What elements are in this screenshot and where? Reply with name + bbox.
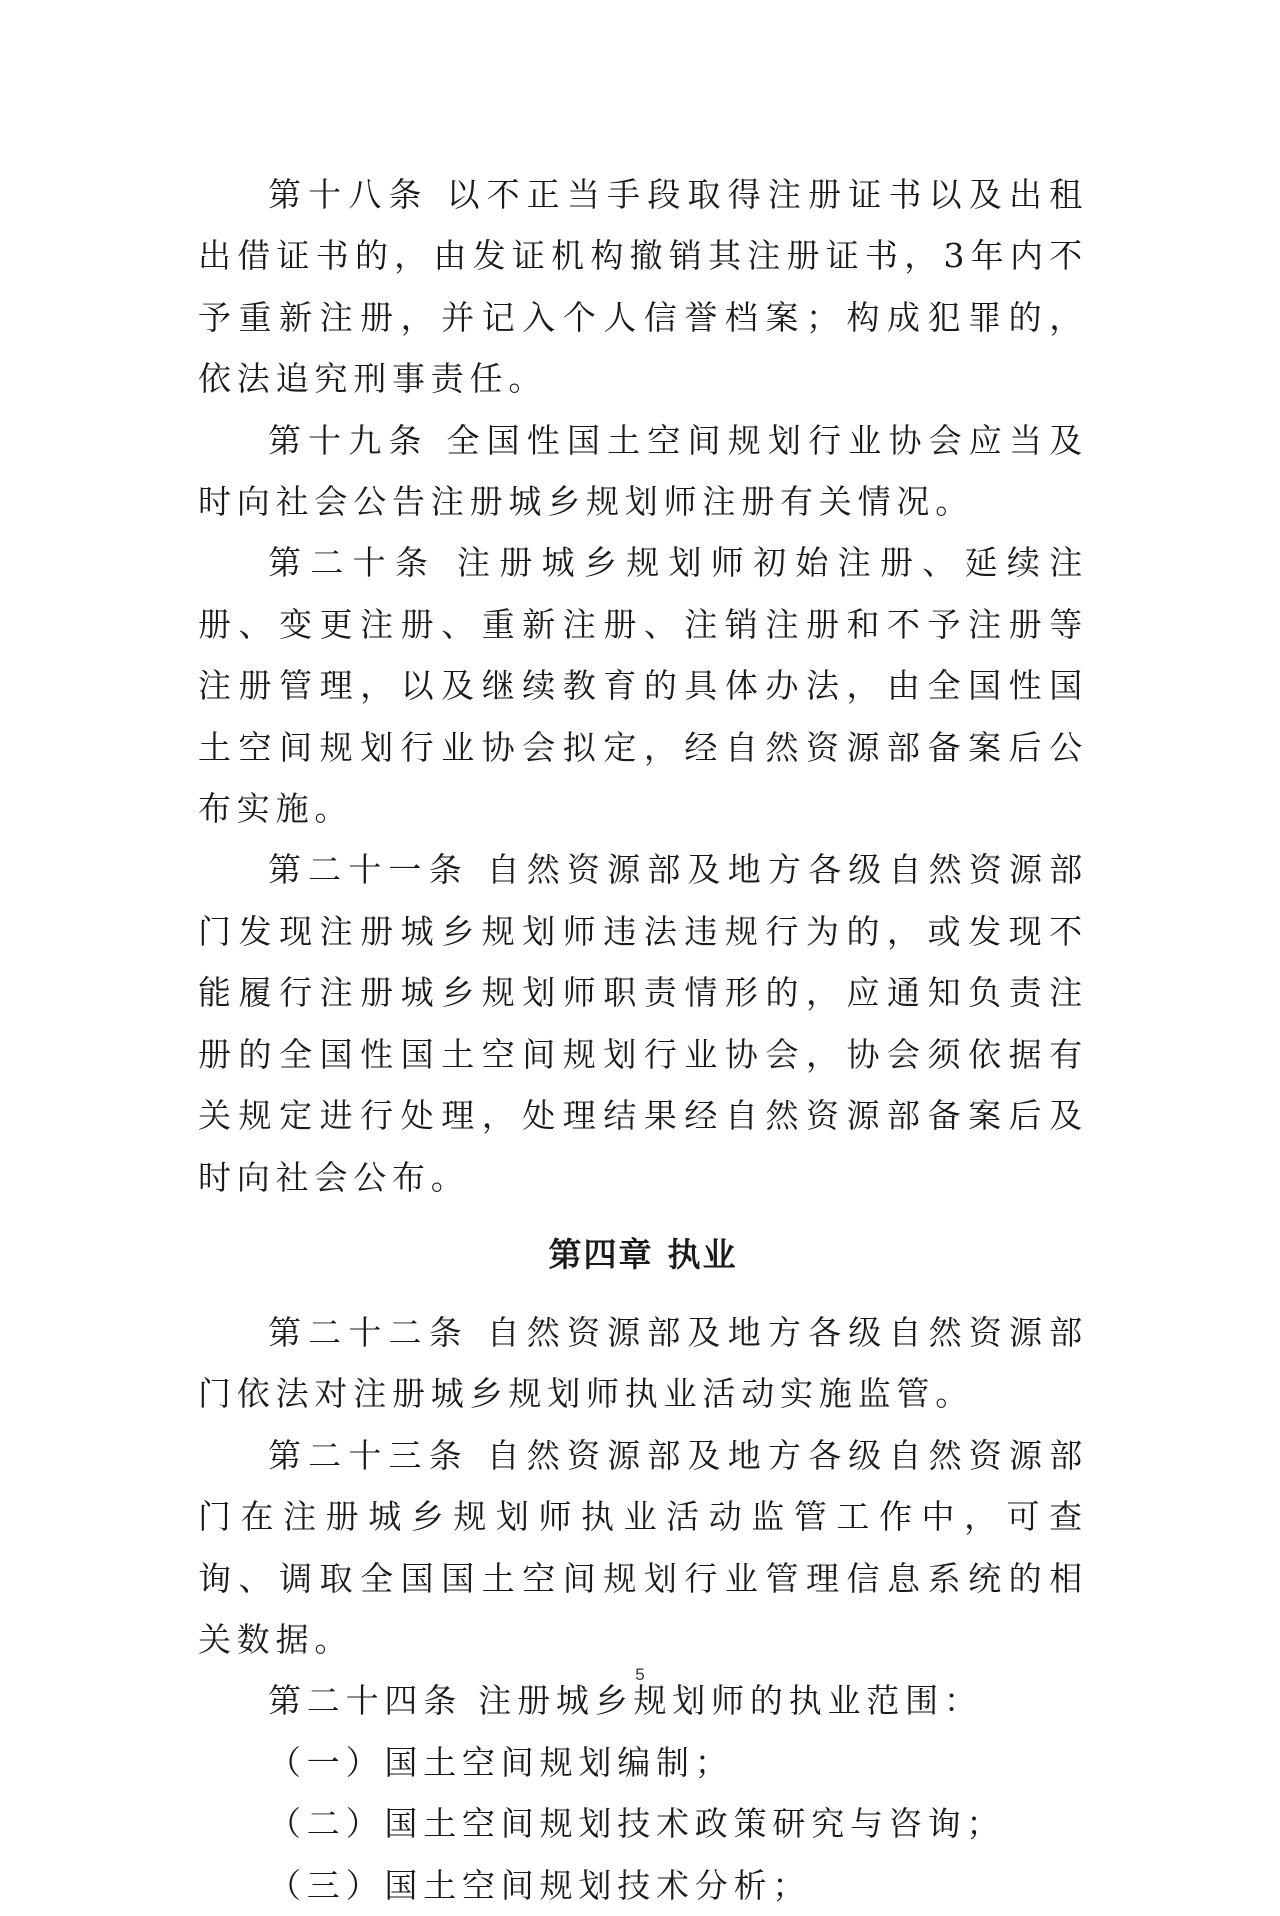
chapter-title: 执业 [667,1234,738,1274]
scope-item-2: （二）国土空间规划技术政策研究与咨询； [268,1804,1006,1844]
scope-item-3: （三）国土空间规划技术分析； [268,1865,812,1905]
article-text: 全国性国土空间规划行业协会应当及时向社会公告注册城乡规划师注册有关情况。 [198,420,1089,522]
article-23 [198,1425,1088,1671]
article-22 [198,1302,1088,1425]
article-21 [198,839,1088,1207]
article-20 [198,532,1088,839]
scope-item-1: （一）国土空间规划编制； [268,1742,734,1782]
article-label: 第二十条 [268,543,438,583]
article-label: 第十九条 [268,420,429,460]
chapter-heading [198,1208,1088,1302]
article-text: 自然资源部及地方各级自然资源部门在注册城乡规划师执业活动监管工作中，可查询、调取全国国土空间规划行业管理信息系统的相关数据。 [198,1435,1089,1659]
page-body [198,164,1088,1916]
article-text: 注册城乡规划师的执业范围： [478,1681,983,1721]
article-text: 自然资源部及地方各级自然资源部门发现注册城乡规划师违法违规行为的，或发现不能履行注册城乡规划师职责情形的，应通知负责注册的全国性国土空间规划行业协会，协会须依据有关规定进行处理，处理结果经自然资源部备案后及时向社会公布。 [198,850,1089,1197]
article-18 [198,164,1088,410]
article-19 [198,410,1088,533]
article-text: 注册城乡规划师初始注册、延续注册、变更注册、重新注册、注销注册和不予注册等注册管理，以及继续教育的具体办法，由全国性国土空间规划行业协会拟定，经自然资源部备案后公布实施。 [198,543,1088,829]
article-label: 第十八条 [268,175,429,214]
article-text: 以不正当手段取得注册证书以及出租出借证书的，由发证机构撤销其注册证书，3年内不予重新注册，并记入个人信誉档案；构成犯罪的，依法追究刑事责任。 [198,175,1089,399]
article-label: 第二十二条 [268,1312,469,1352]
chapter-number: 第四章 [548,1234,654,1274]
article-label: 第二十三条 [268,1435,469,1475]
article-text: 自然资源部及地方各级自然资源部门依法对注册城乡规划师执业活动实施监管。 [198,1312,1089,1414]
article-label: 第二十一条 [268,850,469,890]
article-label: 第二十四条 [268,1681,462,1721]
page-number: 5 [635,1665,645,1684]
